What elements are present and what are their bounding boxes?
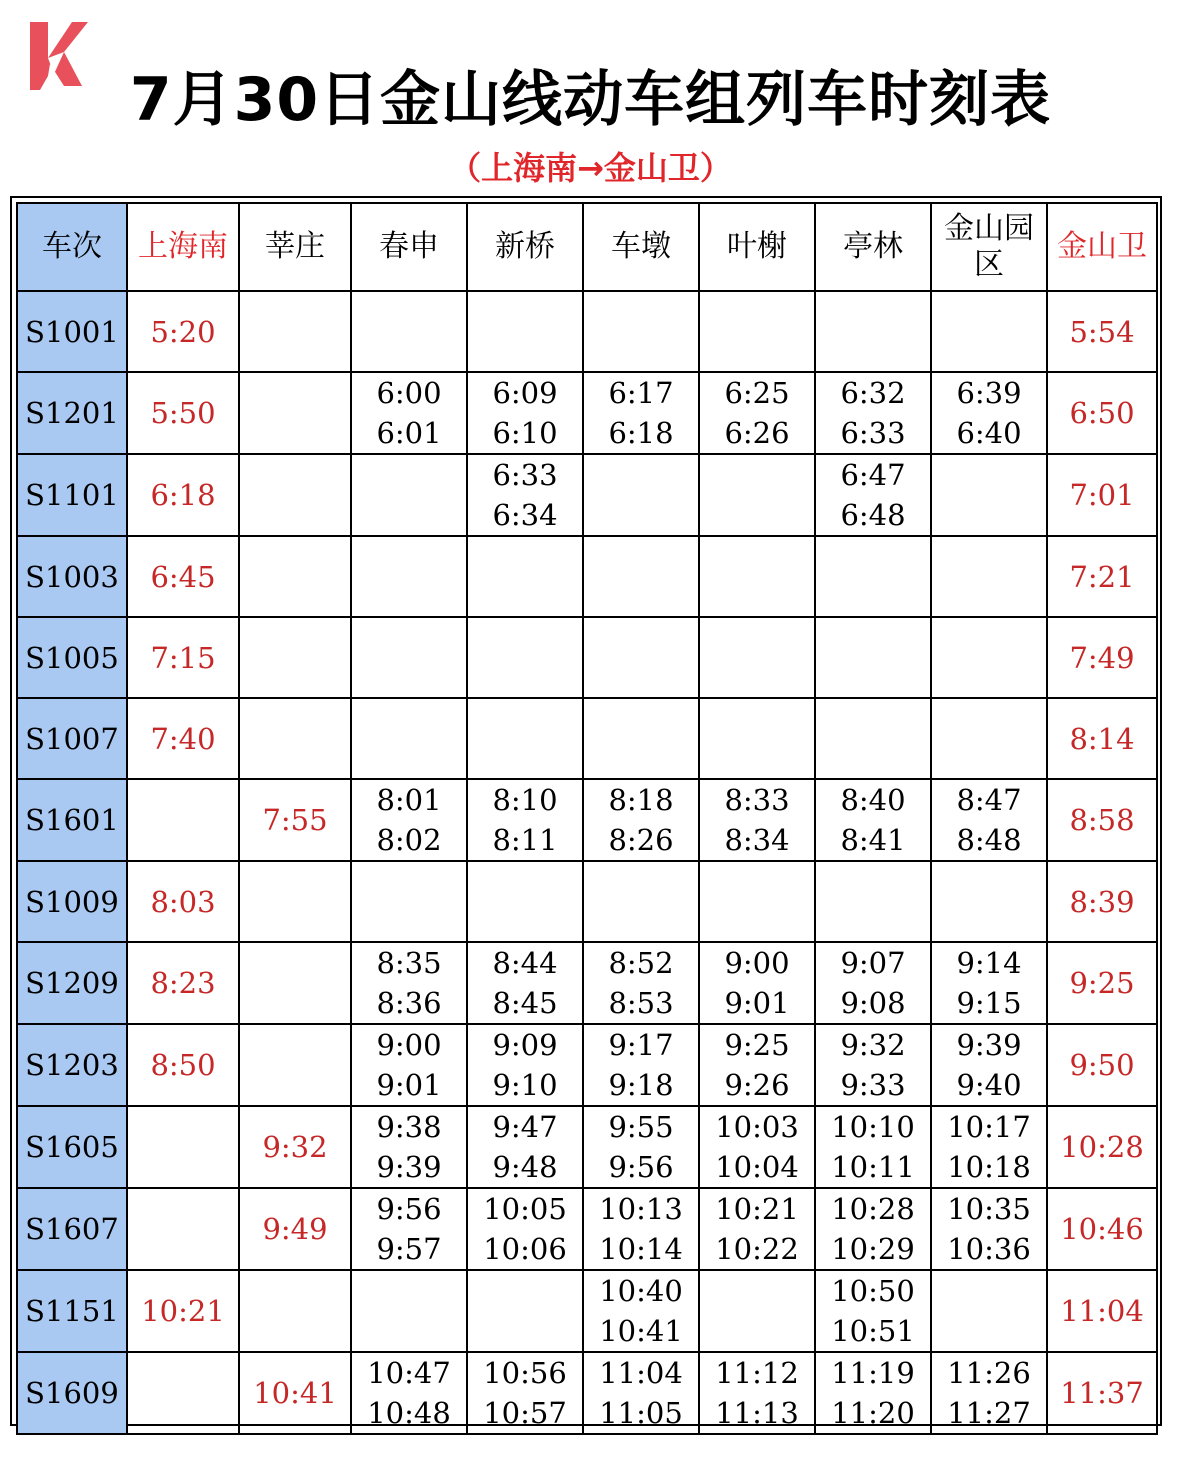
arrival-time: 8:01 xyxy=(376,783,442,817)
time-cell-tinglin xyxy=(815,779,931,861)
departure-time: 9:48 xyxy=(492,1150,558,1184)
time-cell-yexie xyxy=(699,861,815,942)
time-cell-shanghainan: 7:15 xyxy=(127,617,239,698)
time-cell-xinzhuang xyxy=(239,698,351,779)
arrival-time: 9:09 xyxy=(492,1028,558,1062)
time-cell-tinglin xyxy=(815,617,931,698)
table-row xyxy=(17,536,1157,617)
time-cell-yexie xyxy=(699,617,815,698)
table-row xyxy=(17,1188,1157,1270)
time-cell-xinzhuang xyxy=(239,1024,351,1106)
time-cell-yexie xyxy=(699,536,815,617)
arrival-time: 11:26 xyxy=(947,1356,1031,1390)
time-cell-xinzhuang: 7:55 xyxy=(239,779,351,861)
time-cell-tinglin xyxy=(815,1270,931,1352)
time-cell-chunshen xyxy=(351,1024,467,1106)
departure-time: 9:15 xyxy=(956,986,1022,1020)
train-number-cell: S1607 xyxy=(17,1188,127,1270)
train-number-cell: S1203 xyxy=(17,1024,127,1106)
time-cell-tinglin xyxy=(815,861,931,942)
arrival-time: 6:47 xyxy=(840,458,906,492)
time-cell-chedun xyxy=(583,1106,699,1188)
time-cell-jinshanyuanqu xyxy=(931,779,1047,861)
time-cell-yexie xyxy=(699,454,815,536)
time-cell-xinzhuang xyxy=(239,617,351,698)
time-cell-chedun xyxy=(583,1188,699,1270)
arrival-time: 11:04 xyxy=(599,1356,683,1390)
arrival-time: 10:50 xyxy=(831,1274,915,1308)
time-cell-shanghainan: 8:50 xyxy=(127,1024,239,1106)
departure-time: 8:41 xyxy=(840,823,906,857)
time-cell-xinzhuang: 9:49 xyxy=(239,1188,351,1270)
time-cell-tinglin xyxy=(815,536,931,617)
time-cell-jinshanyuanqu xyxy=(931,942,1047,1024)
departure-time: 9:33 xyxy=(840,1068,906,1102)
time-cell-jinshanyuanqu xyxy=(931,617,1047,698)
time-cell-yexie xyxy=(699,698,815,779)
departure-time: 6:10 xyxy=(492,416,558,450)
time-cell-xinqiao xyxy=(467,1352,583,1434)
train-number-cell: S1005 xyxy=(17,617,127,698)
arrival-time: 8:40 xyxy=(840,783,906,817)
arrival-time: 9:38 xyxy=(376,1110,442,1144)
time-cell-chedun xyxy=(583,779,699,861)
time-cell-chedun xyxy=(583,372,699,454)
time-cell-yexie xyxy=(699,1188,815,1270)
arrival-time: 9:00 xyxy=(724,946,790,980)
arrival-time: 9:47 xyxy=(492,1110,558,1144)
time-cell-xinqiao xyxy=(467,372,583,454)
time-cell-xinqiao xyxy=(467,454,583,536)
arrival-time: 10:56 xyxy=(483,1356,567,1390)
header-station-shanghainan: 上海南 xyxy=(127,203,239,291)
departure-time: 10:48 xyxy=(367,1396,451,1430)
time-cell-jinshanwei: 7:01 xyxy=(1047,454,1157,536)
time-cell-chunshen xyxy=(351,698,467,779)
time-cell-xinqiao xyxy=(467,617,583,698)
time-cell-tinglin xyxy=(815,372,931,454)
time-cell-shanghainan xyxy=(127,1106,239,1188)
time-cell-tinglin xyxy=(815,1352,931,1434)
arrival-time: 6:33 xyxy=(492,458,558,492)
header-station-yexie: 叶榭 xyxy=(699,203,815,291)
time-cell-chedun xyxy=(583,698,699,779)
time-cell-chedun xyxy=(583,291,699,372)
time-cell-tinglin xyxy=(815,454,931,536)
time-cell-jinshanwei: 7:49 xyxy=(1047,617,1157,698)
time-cell-jinshanyuanqu xyxy=(931,861,1047,942)
arrival-time: 9:55 xyxy=(608,1110,674,1144)
time-cell-xinzhuang xyxy=(239,861,351,942)
time-cell-tinglin xyxy=(815,1024,931,1106)
time-cell-jinshanyuanqu xyxy=(931,536,1047,617)
time-cell-shanghainan: 8:03 xyxy=(127,861,239,942)
arrival-time: 9:07 xyxy=(840,946,906,980)
time-cell-shanghainan xyxy=(127,1352,239,1434)
time-cell-yexie xyxy=(699,372,815,454)
arrival-time: 10:05 xyxy=(483,1192,567,1226)
time-cell-chedun xyxy=(583,454,699,536)
departure-time: 9:57 xyxy=(376,1232,442,1266)
train-number-cell: S1003 xyxy=(17,536,127,617)
arrival-time: 9:56 xyxy=(376,1192,442,1226)
time-cell-chunshen xyxy=(351,291,467,372)
departure-time: 6:18 xyxy=(608,416,674,450)
time-cell-jinshanwei: 11:04 xyxy=(1047,1270,1157,1352)
time-cell-shanghainan: 5:20 xyxy=(127,291,239,372)
time-cell-xinqiao xyxy=(467,861,583,942)
train-number-cell: S1001 xyxy=(17,291,127,372)
time-cell-chunshen xyxy=(351,536,467,617)
table-row xyxy=(17,698,1157,779)
time-cell-chunshen xyxy=(351,617,467,698)
departure-time: 9:08 xyxy=(840,986,906,1020)
header-station-tinglin: 亭林 xyxy=(815,203,931,291)
arrival-time: 8:44 xyxy=(492,946,558,980)
departure-time: 9:56 xyxy=(608,1150,674,1184)
time-cell-chedun xyxy=(583,942,699,1024)
table-row xyxy=(17,617,1157,698)
time-cell-yexie xyxy=(699,1270,815,1352)
departure-time: 8:48 xyxy=(956,823,1022,857)
time-cell-jinshanyuanqu xyxy=(931,698,1047,779)
arrival-time: 10:35 xyxy=(947,1192,1031,1226)
time-cell-chunshen xyxy=(351,942,467,1024)
time-cell-jinshanwei: 9:50 xyxy=(1047,1024,1157,1106)
departure-time: 6:48 xyxy=(840,498,906,532)
time-cell-chedun xyxy=(583,1270,699,1352)
time-cell-shanghainan: 8:23 xyxy=(127,942,239,1024)
departure-time: 10:36 xyxy=(947,1232,1031,1266)
header-row xyxy=(17,203,1157,291)
timetable xyxy=(16,202,1158,1435)
departure-time: 10:51 xyxy=(831,1314,915,1348)
time-cell-xinzhuang xyxy=(239,291,351,372)
time-cell-shanghainan: 7:40 xyxy=(127,698,239,779)
time-cell-tinglin xyxy=(815,1188,931,1270)
departure-time: 10:29 xyxy=(831,1232,915,1266)
arrival-time: 10:03 xyxy=(715,1110,799,1144)
header-station-jinshanyuanqu: 金山园区 xyxy=(931,203,1047,291)
time-cell-xinqiao xyxy=(467,291,583,372)
time-cell-tinglin xyxy=(815,942,931,1024)
departure-time: 8:36 xyxy=(376,986,442,1020)
departure-time: 9:26 xyxy=(724,1068,790,1102)
time-cell-shanghainan: 10:21 xyxy=(127,1270,239,1352)
time-cell-yexie xyxy=(699,779,815,861)
time-cell-chedun xyxy=(583,1024,699,1106)
train-number-cell: S1601 xyxy=(17,779,127,861)
train-number-cell: S1007 xyxy=(17,698,127,779)
arrival-time: 10:40 xyxy=(599,1274,683,1308)
time-cell-jinshanyuanqu xyxy=(931,291,1047,372)
departure-time: 10:14 xyxy=(599,1232,683,1266)
time-cell-xinzhuang xyxy=(239,536,351,617)
time-cell-jinshanwei: 10:46 xyxy=(1047,1188,1157,1270)
time-cell-tinglin xyxy=(815,698,931,779)
time-cell-tinglin xyxy=(815,291,931,372)
time-cell-xinqiao xyxy=(467,1188,583,1270)
arrival-time: 8:33 xyxy=(724,783,790,817)
departure-time: 11:20 xyxy=(831,1396,915,1430)
arrival-time: 8:35 xyxy=(376,946,442,980)
time-cell-jinshanyuanqu xyxy=(931,1024,1047,1106)
arrival-time: 9:25 xyxy=(724,1028,790,1062)
departure-time: 11:05 xyxy=(599,1396,683,1430)
time-cell-jinshanyuanqu xyxy=(931,1352,1047,1434)
departure-time: 10:11 xyxy=(831,1150,915,1184)
time-cell-yexie xyxy=(699,1024,815,1106)
time-cell-shanghainan: 6:45 xyxy=(127,536,239,617)
arrival-time: 6:17 xyxy=(608,376,674,410)
arrival-time: 11:19 xyxy=(831,1356,915,1390)
time-cell-yexie xyxy=(699,942,815,1024)
arrival-time: 8:52 xyxy=(608,946,674,980)
table-row xyxy=(17,291,1157,372)
arrival-time: 11:12 xyxy=(715,1356,799,1390)
header-station-chunshen: 春申 xyxy=(351,203,467,291)
time-cell-shanghainan xyxy=(127,779,239,861)
header-station-chedun: 车墩 xyxy=(583,203,699,291)
departure-time: 10:41 xyxy=(599,1314,683,1348)
departure-time: 9:01 xyxy=(376,1068,442,1102)
page-title: 7月30日金山线动车组列车时刻表 xyxy=(129,65,1052,135)
train-number-cell: S1209 xyxy=(17,942,127,1024)
arrival-time: 10:13 xyxy=(599,1192,683,1226)
time-cell-jinshanwei: 10:28 xyxy=(1047,1106,1157,1188)
time-cell-yexie xyxy=(699,291,815,372)
arrival-time: 9:39 xyxy=(956,1028,1022,1062)
time-cell-chunshen xyxy=(351,1352,467,1434)
header-train: 车次 xyxy=(17,203,127,291)
arrival-time: 9:14 xyxy=(956,946,1022,980)
route-subtitle: （上海南→金山卫） xyxy=(449,149,732,187)
time-cell-xinqiao xyxy=(467,1106,583,1188)
time-cell-chunshen xyxy=(351,1106,467,1188)
table-row xyxy=(17,1024,1157,1106)
time-cell-xinzhuang xyxy=(239,942,351,1024)
time-cell-chunshen xyxy=(351,1188,467,1270)
departure-time: 8:34 xyxy=(724,823,790,857)
train-number-cell: S1605 xyxy=(17,1106,127,1188)
time-cell-xinzhuang xyxy=(239,1270,351,1352)
arrival-time: 8:47 xyxy=(956,783,1022,817)
time-cell-jinshanwei: 5:54 xyxy=(1047,291,1157,372)
departure-time: 6:26 xyxy=(724,416,790,450)
time-cell-xinzhuang xyxy=(239,372,351,454)
time-cell-jinshanyuanqu xyxy=(931,1270,1047,1352)
timetable-body xyxy=(17,291,1157,1434)
table-row xyxy=(17,1352,1157,1434)
departure-time: 10:22 xyxy=(715,1232,799,1266)
time-cell-xinqiao xyxy=(467,1270,583,1352)
departure-time: 6:40 xyxy=(956,416,1022,450)
time-cell-jinshanwei: 8:14 xyxy=(1047,698,1157,779)
arrival-time: 9:00 xyxy=(376,1028,442,1062)
time-cell-xinqiao xyxy=(467,536,583,617)
time-cell-xinqiao xyxy=(467,1024,583,1106)
arrival-time: 9:17 xyxy=(608,1028,674,1062)
departure-time: 8:11 xyxy=(492,823,558,857)
time-cell-jinshanyuanqu xyxy=(931,372,1047,454)
header-station-xinzhuang: 莘庄 xyxy=(239,203,351,291)
departure-time: 8:45 xyxy=(492,986,558,1020)
time-cell-jinshanwei: 8:58 xyxy=(1047,779,1157,861)
train-number-cell: S1101 xyxy=(17,454,127,536)
time-cell-chedun xyxy=(583,617,699,698)
train-number-cell: S1151 xyxy=(17,1270,127,1352)
arrival-time: 8:18 xyxy=(608,783,674,817)
time-cell-jinshanwei: 9:25 xyxy=(1047,942,1157,1024)
time-cell-xinqiao xyxy=(467,698,583,779)
table-row xyxy=(17,779,1157,861)
departure-time: 6:33 xyxy=(840,416,906,450)
table-row xyxy=(17,372,1157,454)
time-cell-chunshen xyxy=(351,779,467,861)
arrival-time: 9:32 xyxy=(840,1028,906,1062)
departure-time: 10:18 xyxy=(947,1150,1031,1184)
arrival-time: 10:47 xyxy=(367,1356,451,1390)
time-cell-yexie xyxy=(699,1106,815,1188)
arrival-time: 6:09 xyxy=(492,376,558,410)
departure-time: 9:39 xyxy=(376,1150,442,1184)
time-cell-shanghainan xyxy=(127,1188,239,1270)
train-number-cell: S1201 xyxy=(17,372,127,454)
departure-time: 8:02 xyxy=(376,823,442,857)
time-cell-jinshanyuanqu xyxy=(931,1106,1047,1188)
departure-time: 10:04 xyxy=(715,1150,799,1184)
arrival-time: 10:28 xyxy=(831,1192,915,1226)
table-row xyxy=(17,1270,1157,1352)
time-cell-jinshanyuanqu xyxy=(931,1188,1047,1270)
time-cell-xinqiao xyxy=(467,779,583,861)
header-station-xinqiao: 新桥 xyxy=(467,203,583,291)
time-cell-xinzhuang xyxy=(239,454,351,536)
time-cell-chedun xyxy=(583,861,699,942)
arrival-time: 6:00 xyxy=(376,376,442,410)
table-row xyxy=(17,942,1157,1024)
train-number-cell: S1009 xyxy=(17,861,127,942)
table-row xyxy=(17,454,1157,536)
departure-time: 6:34 xyxy=(492,498,558,532)
train-number-cell: S1609 xyxy=(17,1352,127,1434)
departure-time: 8:53 xyxy=(608,986,674,1020)
departure-time: 9:40 xyxy=(956,1068,1022,1102)
arrival-time: 8:10 xyxy=(492,783,558,817)
time-cell-xinzhuang: 10:41 xyxy=(239,1352,351,1434)
arrival-time: 10:10 xyxy=(831,1110,915,1144)
departure-time: 11:13 xyxy=(715,1396,799,1430)
time-cell-xinzhuang: 9:32 xyxy=(239,1106,351,1188)
departure-time: 11:27 xyxy=(947,1396,1031,1430)
time-cell-jinshanwei: 6:50 xyxy=(1047,372,1157,454)
time-cell-tinglin xyxy=(815,1106,931,1188)
time-cell-jinshanyuanqu xyxy=(931,454,1047,536)
time-cell-chedun xyxy=(583,1352,699,1434)
arrival-time: 6:39 xyxy=(956,376,1022,410)
departure-time: 10:06 xyxy=(483,1232,567,1266)
departure-time: 9:10 xyxy=(492,1068,558,1102)
departure-time: 8:26 xyxy=(608,823,674,857)
arrival-time: 10:21 xyxy=(715,1192,799,1226)
table-row xyxy=(17,861,1157,942)
time-cell-jinshanwei: 11:37 xyxy=(1047,1352,1157,1434)
time-cell-jinshanwei: 8:39 xyxy=(1047,861,1157,942)
time-cell-chedun xyxy=(583,536,699,617)
time-cell-chunshen xyxy=(351,861,467,942)
time-cell-shanghainan: 5:50 xyxy=(127,372,239,454)
departure-time: 9:18 xyxy=(608,1068,674,1102)
departure-time: 10:57 xyxy=(483,1396,567,1430)
time-cell-jinshanwei: 7:21 xyxy=(1047,536,1157,617)
departure-time: 9:01 xyxy=(724,986,790,1020)
table-row xyxy=(17,1106,1157,1188)
time-cell-chunshen xyxy=(351,372,467,454)
time-cell-shanghainan: 6:18 xyxy=(127,454,239,536)
arrival-time: 10:17 xyxy=(947,1110,1031,1144)
time-cell-yexie xyxy=(699,1352,815,1434)
time-cell-chunshen xyxy=(351,1270,467,1352)
time-cell-chunshen xyxy=(351,454,467,536)
arrival-time: 6:25 xyxy=(724,376,790,410)
arrival-time: 6:32 xyxy=(840,376,906,410)
time-cell-xinqiao xyxy=(467,942,583,1024)
departure-time: 6:01 xyxy=(376,416,442,450)
header-station-jinshanwei: 金山卫 xyxy=(1047,203,1157,291)
